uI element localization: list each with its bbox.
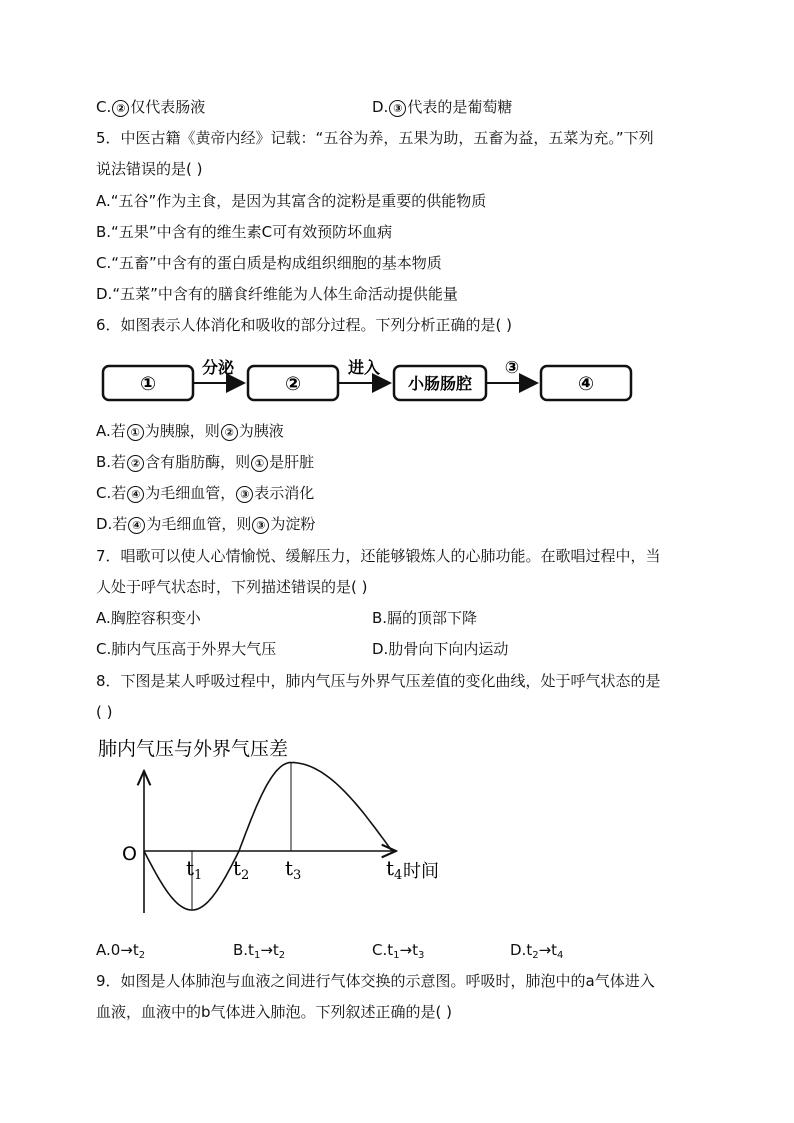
circled-number: ① bbox=[127, 424, 144, 441]
q7-option-b: B.膈的顶部下降 bbox=[372, 609, 478, 627]
q8-option-c bbox=[372, 940, 424, 966]
flow-arrow-1-label: 分泌 bbox=[201, 358, 235, 377]
option-text: 代表的是葡萄糖 bbox=[407, 98, 513, 116]
x-tick-label: $t_2$ bbox=[233, 856, 250, 883]
text: D.若 bbox=[96, 515, 128, 533]
flow-box-4-label: ④ bbox=[577, 373, 595, 395]
q7-option-c: C.肺内气压高于外界大气压 bbox=[96, 640, 277, 658]
text: B.t bbox=[233, 941, 254, 959]
x-axis-label: 时间 bbox=[403, 861, 439, 882]
subscript: 2 bbox=[278, 950, 286, 961]
subscript: 3 bbox=[417, 950, 425, 961]
text: 为胰腺，则 bbox=[144, 422, 220, 440]
q5-option-a: A.“五谷”作为主食，是因为其富含的淀粉是重要的供能物质 bbox=[96, 192, 487, 210]
option-d-prev bbox=[372, 97, 512, 117]
text: A.若 bbox=[96, 422, 126, 440]
q8-option-d bbox=[510, 940, 563, 966]
q6-option-a bbox=[96, 421, 284, 441]
q6-option-c bbox=[96, 483, 314, 503]
text: →t bbox=[260, 941, 279, 959]
text: 为毛细血管， bbox=[145, 484, 236, 502]
flow-arrow-2-label: 进入 bbox=[347, 358, 381, 377]
circled-number: ② bbox=[221, 424, 238, 441]
circled-number: ④ bbox=[127, 486, 144, 503]
q8-stem-line2: ( ) bbox=[96, 703, 113, 721]
q5-stem-line2: 说法错误的是( ) bbox=[96, 160, 203, 178]
text: 含有脂肪酶，则 bbox=[145, 453, 251, 471]
text: 为胰液 bbox=[238, 422, 284, 440]
circled-number: ③ bbox=[252, 517, 269, 534]
text: C.若 bbox=[96, 484, 127, 502]
circled-number: ③ bbox=[389, 100, 406, 117]
text: →t bbox=[399, 941, 418, 959]
q8-option-b bbox=[233, 940, 285, 966]
text: C.t bbox=[372, 941, 394, 959]
text: B.若 bbox=[96, 453, 127, 471]
text: →t bbox=[538, 941, 558, 959]
circled-number: ② bbox=[127, 455, 144, 472]
q5-option-d: D.“五菜”中含有的膳食纤维能为人体生命活动提供能量 bbox=[96, 285, 458, 303]
flow-arrow-3-label: ③ bbox=[504, 358, 520, 378]
x-tick-label: $t_1$ bbox=[186, 856, 203, 883]
q6-stem: 6．如图表示人体消化和吸收的部分过程。下列分析正确的是( ) bbox=[96, 316, 513, 334]
x-tick-label: $t_4$ bbox=[386, 856, 403, 883]
subscript: 2 bbox=[532, 950, 539, 961]
q5-stem-line1: 5．中医古籍《黄帝内经》记载：“五谷为养，五果为助，五畜为益，五菜为充。”下列 bbox=[96, 129, 654, 147]
subscript: 2 bbox=[138, 950, 146, 961]
q7-stem-line1: 7．唱歌可以使人心情愉悦、缓解压力，还能够锻炼人的心肺功能。在歌唱过程中，当 bbox=[96, 547, 661, 565]
x-tick-label: $t_3$ bbox=[285, 856, 302, 883]
flow-box-2-label: ② bbox=[284, 373, 302, 395]
pressure-difference-chart bbox=[96, 733, 456, 923]
q6-option-b bbox=[96, 452, 314, 472]
q9-stem-line2: 血液，血液中的b气体进入肺泡。下列叙述正确的是( ) bbox=[96, 1003, 452, 1021]
text: 表示消化 bbox=[254, 484, 315, 502]
circled-number: ② bbox=[112, 100, 129, 117]
subscript: 1 bbox=[253, 950, 261, 961]
option-text: 仅代表肠液 bbox=[130, 98, 206, 116]
text: 为淀粉 bbox=[270, 515, 316, 533]
circled-number: ① bbox=[251, 455, 268, 472]
q5-option-b: B.“五果”中含有的维生素C可有效预防坏血病 bbox=[96, 223, 393, 241]
circled-number: ④ bbox=[128, 517, 145, 534]
circled-number: ③ bbox=[236, 486, 253, 503]
series-curve bbox=[144, 763, 392, 911]
q7-option-a: A.胸腔容积变小 bbox=[96, 609, 201, 627]
subscript: 1 bbox=[393, 950, 400, 961]
option-prefix: D. bbox=[372, 98, 389, 116]
text: D.t bbox=[510, 941, 533, 959]
q8-option-a bbox=[96, 940, 145, 966]
flow-box-3-label: 小肠肠腔 bbox=[407, 374, 473, 393]
q8-stem-line1: 8．下图是某人呼吸过程中，肺内气压与外界气压差值的变化曲线，处于呼气状态的是 bbox=[96, 672, 661, 690]
subscript: 4 bbox=[557, 950, 564, 961]
text: 是肝脏 bbox=[269, 453, 315, 471]
q7-stem-line2: 人处于呼气状态时，下列描述错误的是( ) bbox=[96, 578, 368, 596]
q5-option-c: C.“五畜”中含有的蛋白质是构成组织细胞的基本物质 bbox=[96, 254, 442, 272]
text: 为毛细血管，则 bbox=[146, 515, 252, 533]
flow-box-1-label: ① bbox=[139, 373, 157, 395]
option-c-prev bbox=[96, 97, 205, 117]
chart-title: 肺内气压与外界气压差 bbox=[98, 738, 289, 760]
digestion-flow-diagram bbox=[98, 352, 638, 408]
origin-label: O bbox=[122, 843, 137, 865]
q9-stem-line1: 9．如图是人体肺泡与血液之间进行气体交换的示意图。呼吸时，肺泡中的a气体进入 bbox=[96, 972, 655, 990]
q7-option-d: D.肋骨向下向内运动 bbox=[372, 640, 509, 658]
q6-option-d bbox=[96, 514, 315, 534]
option-prefix: C. bbox=[96, 98, 112, 116]
text: A.0→t bbox=[96, 941, 139, 959]
